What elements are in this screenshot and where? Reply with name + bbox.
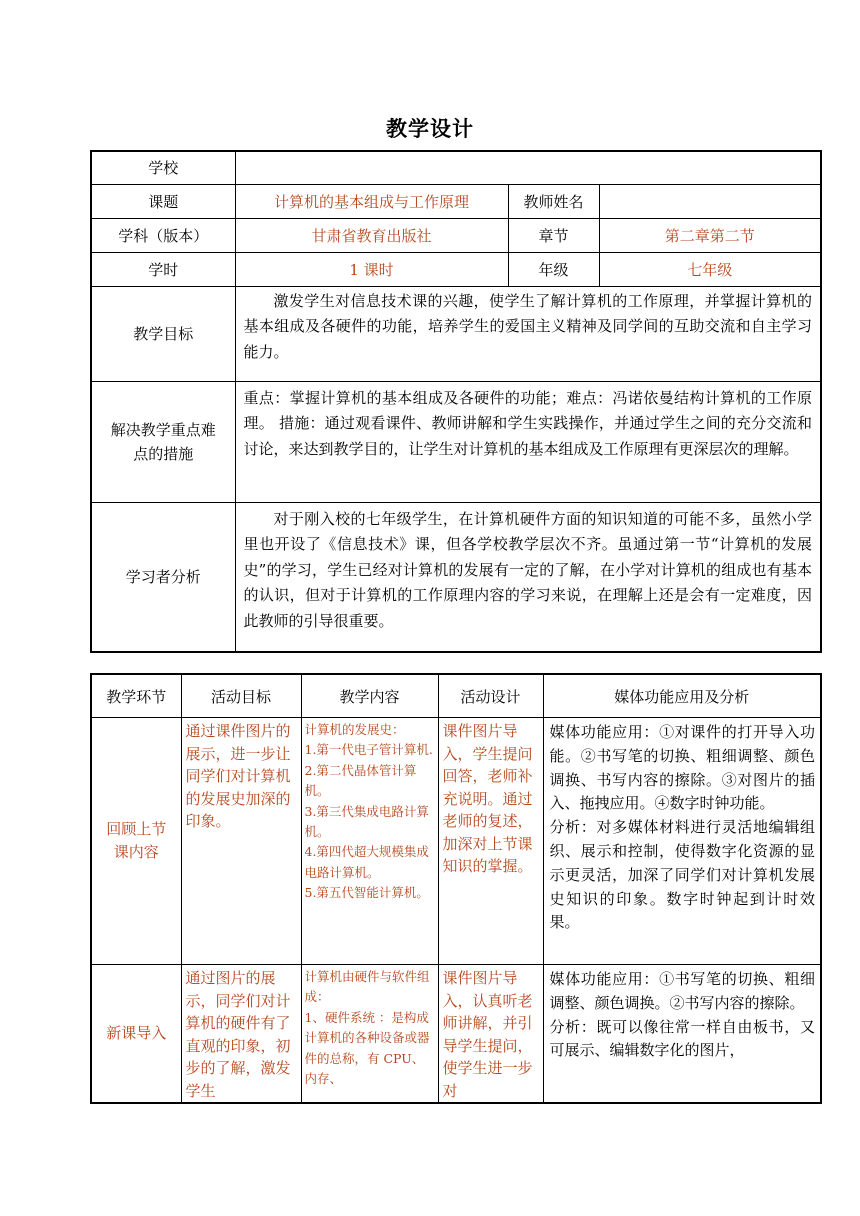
content-line: 5.第五代智能计算机。 [304,885,429,901]
header-stage: 教学环节 [91,674,181,718]
teaching-content [301,965,438,1104]
topic-label: 课题 [91,184,235,218]
teacher-value [599,184,821,218]
content-line: 计算机由硬件与软件组成： [304,969,430,1005]
goal-text: 激发学生对信息技术课的兴趣，使学生了解计算机的工作原理，并掌握计算机的基本组成及各硬件的功能，培养学生的爱国主义精神及同学间的互助交流和自主学习能力。 [235,286,821,381]
media-analysis-text: 分析：对多媒体材料进行灵活地编辑组织、展示和控制，使得数字化资源的显示更灵活，加深了同学们对计算机发展史知识的印象。数字时钟起到计时效果。 [549,818,815,932]
learner-label: 学习者分析 [91,502,235,652]
chapter-value: 第二章第二节 [599,218,821,252]
stage-line-2: 课内容 [113,843,159,861]
hours-label: 学时 [91,252,235,286]
activity-design: 课件图片导入，认真听老师讲解，并引导学生提问，使学生进一步对 [438,965,543,1104]
table-row [91,965,821,1104]
process-table [90,673,822,1104]
table-row [91,718,821,965]
media-analysis [543,718,821,965]
school-value [235,151,821,184]
measures-label-line-2: 点的措施 [133,444,194,463]
content-line: 1.第一代电子管计算机. [304,742,433,758]
activity-goal: 通过图片的展示，同学们对计算机的硬件有了直观的印象，初步的了解，激发学生 [181,965,301,1104]
stage-cell [91,718,181,965]
activity-design: 课件图片导入，学生提问回答，老师补充说明。通过老师的复述，加深对上节课知识的掌握。 [438,718,543,965]
school-label: 学校 [91,151,235,184]
stage-line-1: 回顾上节 [106,820,167,838]
info-row-hours [91,252,821,286]
measures-label [91,381,235,502]
hours-value: 1 课时 [235,252,508,286]
media-function: 媒体功能应用：①书写笔的切换、粗细调整、颜色调换。②书写内容的擦除。 [549,970,815,1012]
info-row-topic [91,184,821,218]
info-row-measures [91,381,821,502]
subject-value: 甘肃省教育出版社 [235,218,508,252]
info-row-goal [91,286,821,381]
teacher-label: 教师姓名 [508,184,599,218]
subject-label: 学科（版本） [91,218,235,252]
media-analysis [543,965,821,1104]
page-title: 教学设计 [386,117,474,141]
header-media: 媒体功能应用及分析 [543,674,821,718]
grade-label: 年级 [508,252,599,286]
header-goal: 活动目标 [181,674,301,718]
content-line: 2.第二代晶体管计算机。 [304,762,417,799]
topic-value: 计算机的基本组成与工作原理 [235,184,508,218]
content-line: 4.第四代超大规模集成电路计算机。 [304,844,429,880]
info-row-school [91,151,821,184]
activity-goal: 通过课件图片的展示，进一步让同学们对计算机的发展史加深的印象。 [181,718,301,965]
measures-label-line-1: 解决教学重点难 [110,420,216,439]
content-line: 3.第三代集成电路计算机。 [304,803,429,840]
teaching-content [301,718,438,965]
stage-line-1: 新课导入 [106,1024,167,1042]
chapter-label: 章节 [508,218,599,252]
grade-value: 七年级 [599,252,821,286]
info-table [90,150,822,653]
stage-cell [91,965,181,1104]
process-header-row [91,674,821,718]
goal-label: 教学目标 [91,286,235,381]
content-line: 1、硬件系统 ：是构成计算机的各种设备或器件的总称，有 CPU、内存、 [304,1009,430,1087]
media-function: 媒体功能应用：①对课件的打开导入功能。②书写笔的切换、粗细调整、颜色调换、书写内容的擦除。③对图片的插入、拖拽应用。④数字时钟功能。 [549,723,815,813]
info-row-subject [91,218,821,252]
media-analysis-text: 分析：既可以像往常一样自由板书，又可展示、编辑数字化的图片， [549,1017,815,1060]
header-content: 教学内容 [301,674,438,718]
content-line: 计算机的发展史： [304,722,405,737]
info-row-learner [91,502,821,652]
learner-text: 对于刚入校的七年级学生，在计算机硬件方面的知识知道的可能不多，虽然小学里也开设了《信息技术》课，但各学校教学层次不齐。虽通过第一节“计算机的发展史”的学习，学生已经对计算机的发展有一定的了解，在小学对计算机的组成也有基本的认识，但对于计算机的工作原理内容的学习来说，在理解上还是会有一定难度，因此教师的引导很重要。 [235,502,821,652]
measures-text: 重点：掌握计算机的基本组成及各硬件的功能；难点：冯诺依曼结构计算机的工作原理。 措施：通过观看课件、教师讲解和学生实践操作，并通过学生之间的充分交流和讨论，来达到教学目的，让学生对计算机的基本组成及工作原理有更深层次的理解。 [235,381,821,502]
header-design: 活动设计 [438,674,543,718]
